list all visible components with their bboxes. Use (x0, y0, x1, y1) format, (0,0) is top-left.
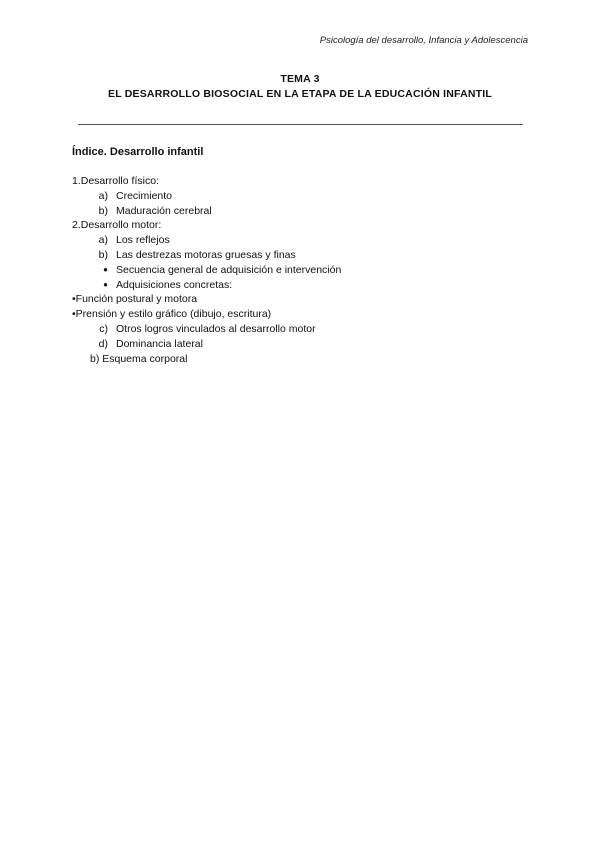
list-marker: a) (98, 234, 108, 247)
list-marker: b) (98, 248, 108, 261)
list-item-text: Adquisiciones concretas: (116, 278, 233, 291)
horizontal-rule (78, 124, 523, 125)
list-marker: c) (99, 322, 108, 335)
index-list (72, 174, 532, 366)
list-item-text: Otros logros vinculados al desarrollo motor (116, 322, 316, 335)
sub-bullet-item: •Función postural y motora (72, 293, 198, 306)
section-label: 2.Desarrollo motor: (72, 219, 162, 232)
bullet-icon: ● (103, 279, 108, 289)
bullet-icon: ● (103, 264, 108, 274)
index-heading: Índice. Desarrollo infantil (72, 146, 204, 158)
topic-number: TEMA 3 (280, 73, 320, 85)
list-item (72, 322, 532, 337)
list-item (72, 263, 532, 278)
list-item-text: Dominancia lateral (116, 337, 203, 350)
list-item (72, 189, 532, 204)
running-head: Psicología del desarrollo, Infancia y Adolescencia (319, 35, 528, 46)
topic-title: EL DESARROLLO BIOSOCIAL EN LA ETAPA DE LA EDUCACIÓN INFANTIL (108, 88, 492, 100)
list-item-text: Secuencia general de adquisición e intervención (116, 263, 342, 276)
sub-bullet-item: •Prensión y estilo gráfico (dibujo, escritura) (72, 308, 272, 321)
list-item: b) Esquema corporal (90, 352, 188, 365)
list-item-text: Los reflejos (116, 234, 170, 247)
list-item-text: Las destrezas motoras gruesas y finas (116, 248, 296, 261)
list-marker: b) (98, 204, 108, 217)
list-marker: d) (98, 337, 108, 350)
list-item-text: Maduración cerebral (116, 204, 212, 217)
list-item (72, 233, 532, 248)
section-label: 1.Desarrollo físico: (72, 175, 159, 187)
list-item (72, 248, 532, 263)
list-item (72, 337, 532, 352)
list-item (72, 278, 532, 293)
list-item-text: Crecimiento (116, 189, 173, 202)
list-item (72, 204, 532, 219)
list-marker: a) (98, 189, 108, 202)
title-block (0, 72, 600, 102)
